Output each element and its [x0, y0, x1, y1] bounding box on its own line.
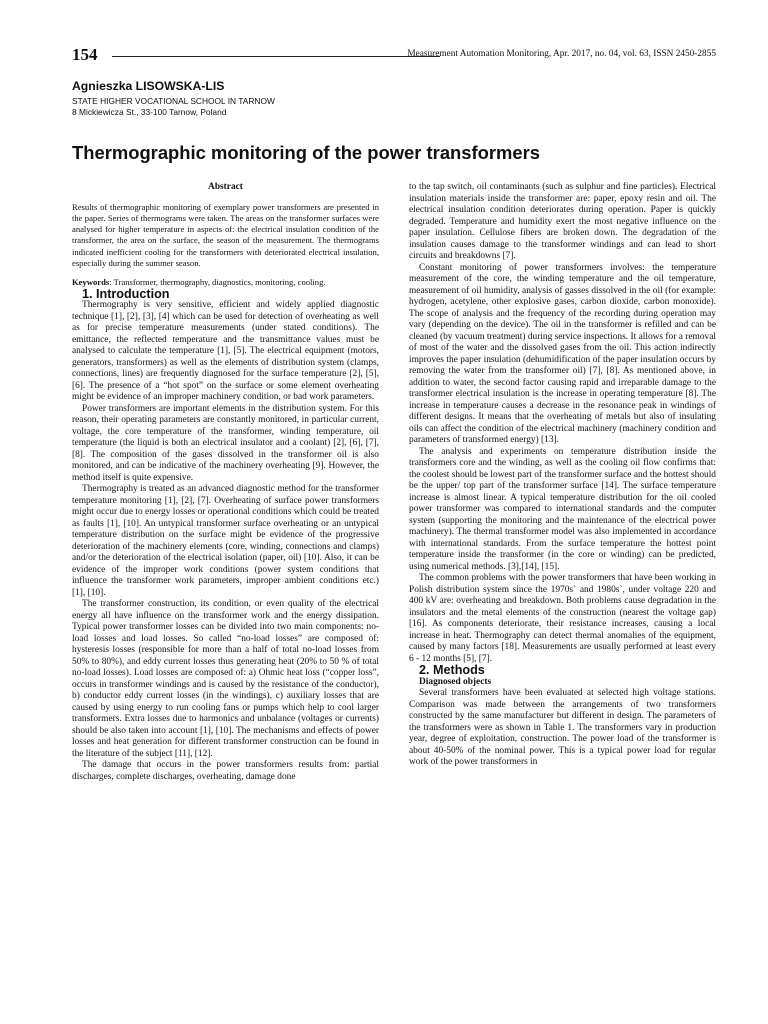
paper-title: Thermographic monitoring of the power transformers — [72, 142, 540, 163]
paragraph: Constant monitoring of power transformers involves: the temperature measurement of the core, the winding temperature and the oil temperature, measurement of oil humidity, analysis of gasses dissolved in the oil (for example: hydrogen, acetylene, other explosive gases, carbon dioxide, carbon monoxide). The scope of analysis and the frequency of the recording during operation may vary (depending on the device). The oil in the transformer is refilled and can be cleaned (by vacuum treatment) during service inspections. It allows for a removal of most of the water and the dissolved gases from the oil. This action indirectly improves the paper insulation (dehumidification of the paper insulation occurs by removing the water from the transformer oil) [7], [8]. As mentioned above, in addition to water, the second factor causing rapid and irreparable damage to the transformer electrical insulation is the increase in operating temperature [8]. The increase in temperature causes a decrease in the resonance peak in windings of different designs. It means that the overheating of metals but also of insulating oils can affect the condition of the electrical machinery (machinery condition and parameters of transformed energy) [13]. — [409, 262, 716, 445]
paragraph: The common problems with the power transformers that have been working in Polish distribution system since the 1970s` and 1980s`, under voltage 220 and 400 kV are: overheating and breakdown. Both problems cause degradation in the insulators and the metal elements of the construction (nearest the voltage gap) [16]. As components deteriorate, their resistance increases, causing a local increase in heat. Thermography can detect thermal anomalies of the equipment, caused by many factors [18]. Measurements are usually performed at least every 6 - 12 months [5], [7]. — [409, 573, 716, 664]
page-number: 154 — [72, 45, 98, 64]
keywords-label: Keywords — [72, 277, 110, 288]
page-header — [72, 45, 716, 67]
author-institution: STATE HIGHER VOCATIONAL SCHOOL IN TARNOW — [72, 96, 275, 106]
left-column — [72, 182, 379, 783]
abstract-text: Results of thermographic monitoring of exemplary power transformers are presented in the paper. Series of thermograms were taken. The areas on the transformer surfaces were analysed for higher temperature in aspects of: the electrical insulation condition of the transformer, the area on the surface, the season of the measurement. The thermograms indicated inefficient cooling for the transformers with deteriorated electrical insulation, especially during the summer season. — [72, 201, 379, 268]
journal-citation: Measurement Automation Monitoring, Apr. 2017, no. 04, vol. 63, ISSN 2450-2855 — [407, 49, 716, 59]
paragraph: Power transformers are important elements in the distribution system. For this reason, their operating parameters are constantly monitored, in particular current, voltage, the core temperature of the transformer, winding temperature, oil temperature (the liquid is both an electrical insulator and a coolant) [2], [6], [7], [8]. The composition of the gases dissolved in the transformer oil is also monitored, and can be indicative of the machinery overheating [9]. However, the method itself is quite expensive. — [72, 403, 379, 483]
author-affiliation — [72, 96, 275, 117]
paragraph: The analysis and experiments on temperature distribution inside the transformers core and the winding, as well as the cooling oil flow confirms that: the coolest should be lowest part of the transformer surface and the hottest should be the upper/ top part of the transformer surface [14]. The surface temperature increase is almost linear. A typical temperature distribution for the oil cooled power transformer was compared to international standards and the computer system (supporting the monitoring and the maintenance of the electrical power machinery). The thermal transformer model was also implemented in accordance with international standards. From the surface temperature the hottest point temperature inside the transformer (in the core or winding) can be predicted, using numerical methods. [3],[14], [15]. — [409, 446, 716, 572]
header-rule — [112, 56, 440, 57]
paragraph: The damage that occurs in the power transformers results from: partial discharges, complete discharges, overheating, damage done — [72, 760, 379, 782]
paragraph: Thermography is very sensitive, efficient and widely applied diagnostic technique [1], [2], [3], [4] which can be used for detection of overheating as well as for precise temperature measurements (under stated conditions). The emittance, the reflected temperature and the transmittance values must be analysed to calculate the temperature [1], [5]. The electrical equipment (motors, generators, transformers) as well as the elements of distribution system (clamps, connections, lines) are frequently diagnosed for the surface temperature [2], [5], [6]. The presence of a “hot spot” on the surface or some element overheating might be evidence of an improper machinery condition, or bad work parameters. — [72, 300, 379, 403]
abstract-heading: Abstract — [208, 182, 243, 192]
section-heading-methods: 2. Methods — [419, 663, 485, 677]
paragraph: Several transformers have been evaluated at selected high voltage stations. Comparison was made between the arrangements of two transformers constructed by the same manufacturer but different in design. The parameters of the transformers were as shown in Table 1. The transformers vary in production year, degree of exploitation, construction. The power load of the transformer is about 40-50% of the nominal power. This is a typical power load for regular work of the power transformers in — [409, 688, 716, 767]
paragraph: to the tap switch, oil contaminants (such as sulphur and fine particles). Electrical insulation materials inside the transformer are: paper, epoxy resin and oil. The electrical insulation condition deteriorates during operation. Paper is quickly degraded. Temperature and humidity exert the most negative influence on the paper insulation. Cellulose fibers are broken down. The degradation of the insulation causes damage to the transformer windings and can lead to short circuits and breakdowns [7]. — [409, 182, 716, 261]
keywords-list: : Transformer, thermography, diagnostics, monitoring, cooling. — [109, 277, 326, 288]
right-column — [409, 182, 716, 769]
section-heading-introduction: 1. Introduction — [82, 286, 170, 301]
subsection-heading-diagnosed-objects: Diagnosed objects — [419, 676, 492, 687]
author-address: 8 Mickiewicza St., 33-100 Tarnow, Poland — [72, 106, 227, 117]
paragraph: The transformer construction, its condition, or even quality of the electrical energy all have influence on the transformer work and the energy dissipation. Typical power transformer losses can be divided into two main components: no-load losses and load losses. So called “no-load losses” are composed of: hysteresis losses (responsible for more than a half of total no-load losses from 50% to 80%), and eddy current losses thus generating heat (20% to 50 % of total no-load losses). Load losses are composed of: a) Ohmic heat loss (“copper loss”, occurs in transformer windings and is caused by the resistance of the conductor), b) conductor eddy current losses (in the windings), c) auxiliary losses that are caused by using energy to run cooling fans or pumps which help to cool larger transformers. Extra losses due to harmonics and unbalance (voltages or currents) should be also taken into account [1], [10]. The mechanisms and effects of power losses and heat generation for different transformer construction can be found in the literature of the subject [11], [12]. — [72, 599, 379, 759]
author-name: Agnieszka LISOWSKA-LIS — [72, 79, 225, 93]
paragraph: Thermography is treated as an advanced diagnostic method for the transformer temperature monitoring [1], [2], [7]. Overheating of surface power transformers might occur due to energy losses or operational conditions which could be treated as faults [1], [10]. An untypical transformer surface overheating or an untypical temperature distribution on the surface might be evidence of the progressive deterioration of the machinery elements (core, winding, connections and clamps) and/or the deterioration of the electrical isolation (paper, oil) [10]. Also, it can be evidence of the improper work conditions (power system conditions that influence the transformer work parameters, improper ambient conditions etc.) [1], [10]. — [72, 484, 379, 598]
